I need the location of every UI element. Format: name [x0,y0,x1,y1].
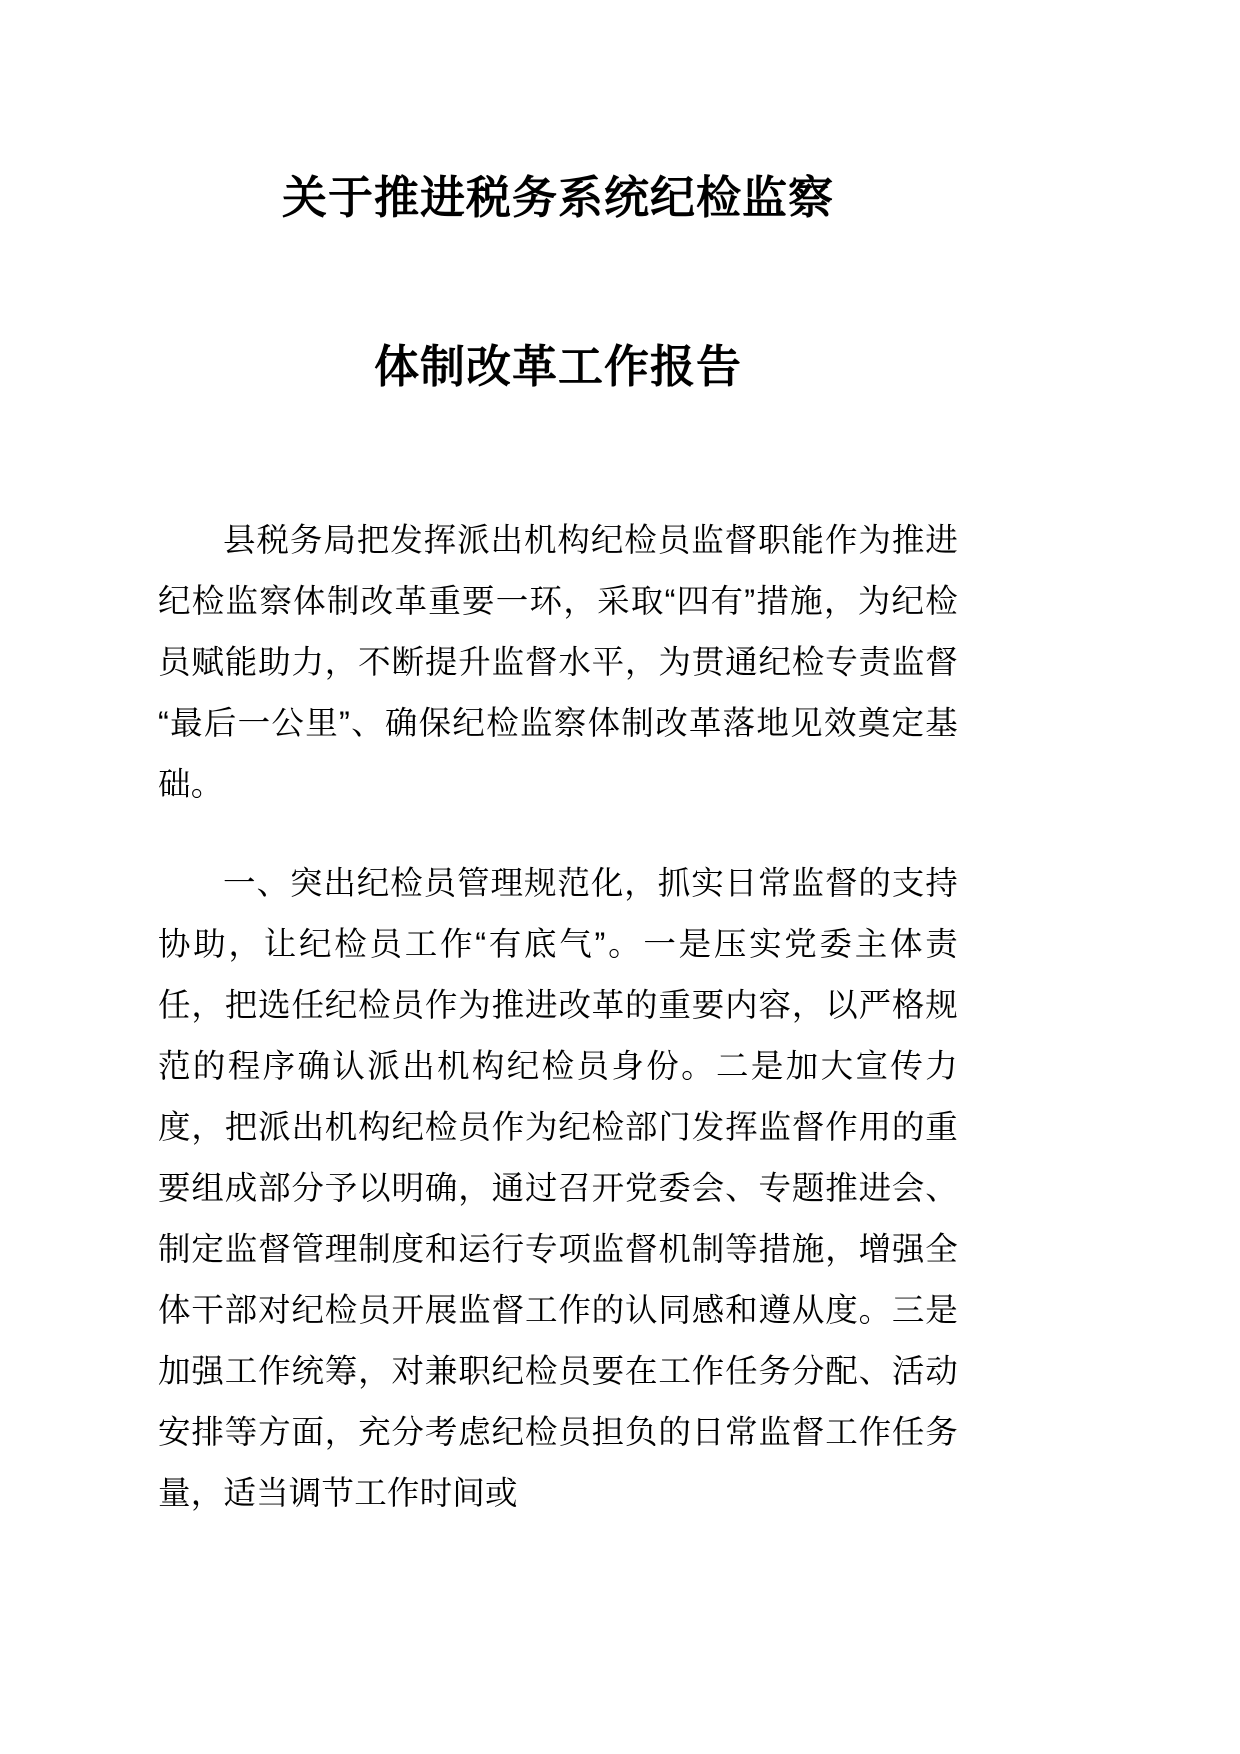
document-content [158,0,958,1524]
page-title [158,168,958,398]
page-title-line-1: 关于推进税务系统纪检监察 [281,172,834,223]
page-title-line-2: 体制改革工作报告 [373,340,742,392]
document-body [158,510,958,1524]
body-paragraph-1: 县税务局把发挥派出机构纪检员监督职能作为推进纪检监察体制改革重要一环，采取“四有”措施，为纪检员赋能助力，不断提升监督水平，为贯通纪检专责监督“最后一公里”、确保纪检监察体制改革落地见效奠定基础。 [158,521,958,802]
body-paragraph-2: 一、突出纪检员管理规范化，抓实日常监督的支持协助，让纪检员工作“有底气”。一是压实党委主体责任，把选任纪检员作为推进改革的重要内容，以严格规范的程序确认派出机构纪检员身份。二是加大宣传力度，把派出机构纪检员作为纪检部门发挥监督作用的重要组成部分予以明确，通过召开党委会、专题推进会、制定监督管理制度和运行专项监督机制等措施，增强全体干部对纪检员开展监督工作的认同感和遵从度。三是加强工作统筹，对兼职纪检员要在工作任务分配、活动安排等方面，充分考虑纪检员担负的日常监督工作任务量，适当调节工作时间或 [158,864,958,1511]
